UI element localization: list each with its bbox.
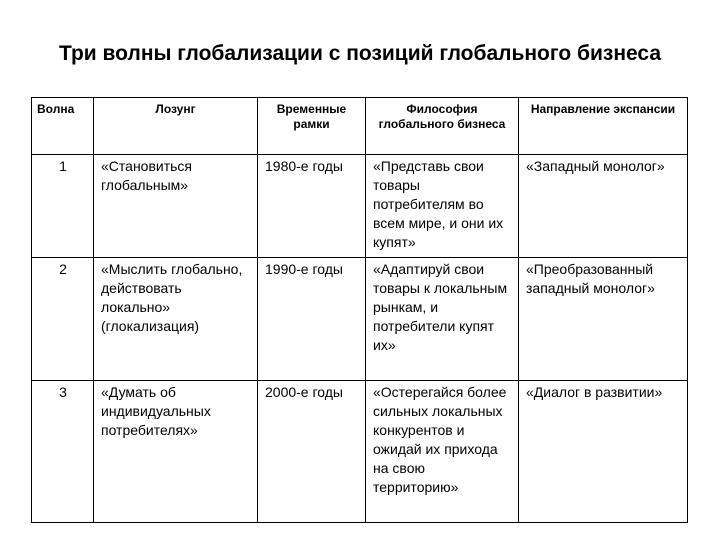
cell-philosophy: «Адаптируй свои товары к локальным рынкам, и потребители купят их»: [366, 258, 519, 381]
cell-slogan: «Думать об индивидуальных потребителях»: [94, 381, 258, 523]
table-row: [32, 155, 688, 258]
cell-wave: 2: [32, 258, 94, 381]
cell-direction: «Диалог в развитии»: [519, 381, 688, 523]
globalization-waves-table: [31, 97, 688, 523]
table-row: [32, 381, 688, 523]
cell-direction: «Западный монолог»: [519, 155, 688, 258]
cell-slogan: «Становиться глобальным»: [94, 155, 258, 258]
header-wave: Волна: [32, 98, 94, 155]
header-direction: Направление экспансии: [519, 98, 688, 155]
cell-wave: 3: [32, 381, 94, 523]
table-row: [32, 258, 688, 381]
header-slogan: Лозунг: [94, 98, 258, 155]
cell-timeframe: 1980-е годы: [258, 155, 366, 258]
header-philosophy: Философия глобального бизнеса: [366, 98, 519, 155]
cell-slogan: «Мыслить глобально, действовать локально» (глокализация): [94, 258, 258, 381]
cell-philosophy: «Представь свои товары потребителям во всем мире, и они их купят»: [366, 155, 519, 258]
cell-direction: «Преобразованный западный монолог»: [519, 258, 688, 381]
slide-title: Три волны глобализации с позиций глобального бизнеса: [58, 42, 662, 65]
header-timeframe: Временные рамки: [258, 98, 366, 155]
cell-timeframe: 2000-е годы: [258, 381, 366, 523]
cell-philosophy: «Остерегайся более сильных локальных конкурентов и ожидай их прихода на свою территорию»: [366, 381, 519, 523]
cell-wave: 1: [32, 155, 94, 258]
cell-timeframe: 1990-е годы: [258, 258, 366, 381]
table-header-row: [32, 98, 688, 155]
